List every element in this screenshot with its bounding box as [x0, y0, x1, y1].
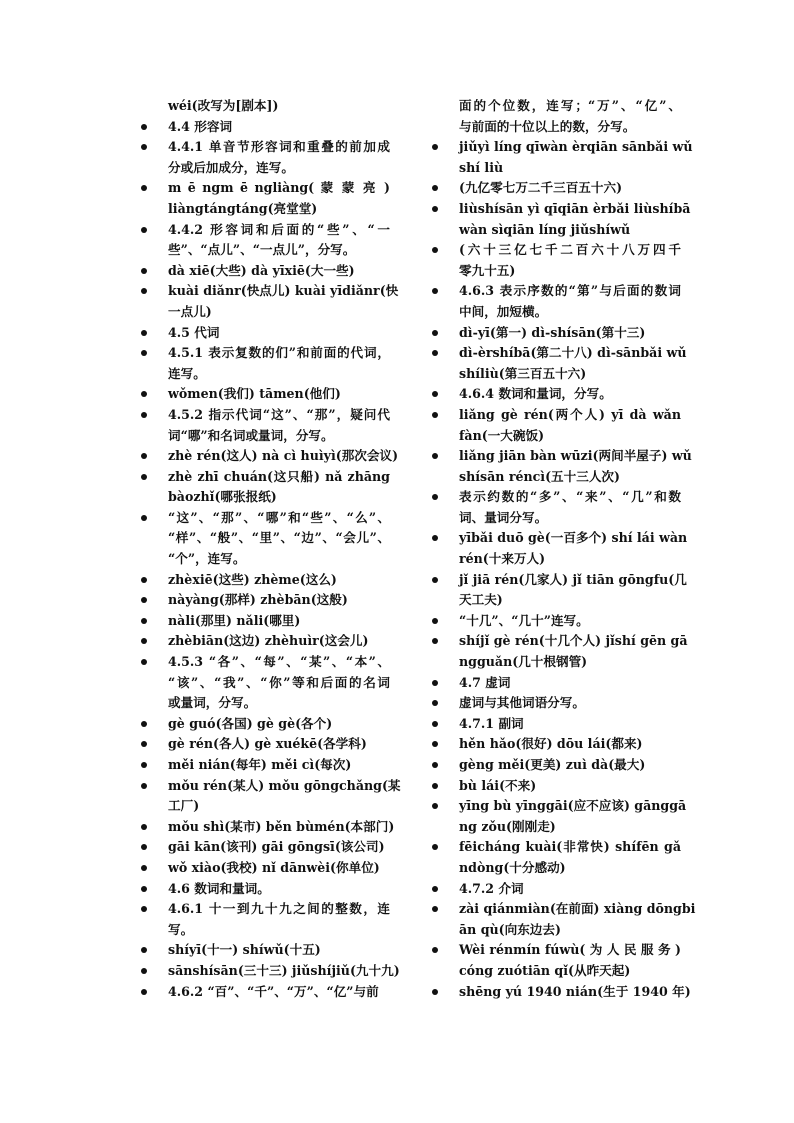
- bullet-icon: [141, 144, 147, 150]
- bullet-icon: [432, 330, 438, 336]
- list-item: [459, 714, 681, 735]
- bullet-icon: [432, 803, 438, 809]
- text-line: fàn(一大碗饭): [459, 427, 545, 443]
- text-line: liǎng gè rén(两个人) yī dà wǎn: [459, 405, 681, 426]
- bullet-icon: [432, 247, 438, 253]
- list-item: [168, 776, 401, 817]
- bullet-icon: [432, 288, 438, 294]
- list-item: [459, 487, 681, 528]
- bullet-icon: [141, 886, 147, 892]
- list-item: [168, 96, 390, 117]
- text-line: 4.4.2 形容词和后面的“些”、“一: [168, 220, 390, 241]
- text-line: shíyī(十一) shíwǔ(十五): [168, 940, 390, 961]
- list-item: [168, 940, 390, 961]
- bullet-icon: [432, 638, 438, 644]
- list-item: [168, 137, 390, 178]
- bullet-icon: [141, 989, 147, 995]
- list-item: [168, 446, 399, 467]
- text-line: hěn hǎo(很好) dōu lái(都来): [459, 734, 681, 755]
- bullet-icon: [141, 741, 147, 747]
- text-line: 4.6.2 “百”、“千”、“万”、“亿”与前: [168, 982, 390, 1003]
- bullet-icon: [432, 700, 438, 706]
- text-line: ndòng(十分感动): [459, 859, 566, 875]
- list-item: [168, 858, 390, 879]
- bullet-icon: [432, 618, 438, 624]
- bullet-icon: [141, 515, 147, 521]
- list-item: [168, 899, 390, 940]
- list-item: [168, 178, 390, 219]
- list-item: [459, 776, 681, 797]
- bullet-icon: [141, 227, 147, 233]
- text-line: dì-yī(第一) dì-shísān(第十三): [459, 323, 681, 344]
- text-line: 词“哪”和名词或量词，分写。: [168, 427, 334, 443]
- bullet-icon: [141, 844, 147, 850]
- text-line: sānshísān(三十三) jiǔshíjiǔ(九十九): [168, 961, 390, 982]
- text-line: 4.7.2 介词: [459, 879, 681, 900]
- text-line: shēng yú 1940 nián(生于 1940 年): [459, 982, 681, 1003]
- list-item: [459, 940, 681, 981]
- text-line: 4.6.3 表示序数的“第”与后面的数词: [459, 281, 681, 302]
- text-line: rén(十来万人): [459, 551, 546, 567]
- bullet-icon: [141, 597, 147, 603]
- text-line: bàozhǐ(哪张报纸): [168, 489, 277, 505]
- list-item: [168, 117, 390, 138]
- left-column: [168, 96, 401, 1002]
- text-line: ān qù(向东边去): [459, 921, 561, 937]
- text-line: “该”、“我”、“你”等和后面的名词: [168, 674, 390, 690]
- list-item: [168, 220, 390, 261]
- bullet-icon: [432, 989, 438, 995]
- text-line: 4.7 虚词: [459, 673, 681, 694]
- list-item: [168, 384, 390, 405]
- text-line: 天工夫): [459, 592, 503, 608]
- list-item: [168, 508, 390, 570]
- text-line: 4.5.2 指示代词“这”、“那”，疑问代: [168, 405, 390, 426]
- text-line: 工厂): [168, 798, 200, 814]
- text-line: dì-èrshíbā(第二十八) dì-sānbǎi wǔ: [459, 343, 681, 364]
- list-item: [459, 405, 681, 446]
- text-line: dà xiē(大些) dà yīxiē(大一些): [168, 261, 390, 282]
- bullet-icon: [432, 391, 438, 397]
- text-line: ng zǒu(刚刚走): [459, 818, 556, 834]
- bullet-icon: [432, 206, 438, 212]
- list-item: [168, 261, 390, 282]
- text-line: wǒ xiào(我校) nǐ dānwèi(你单位): [168, 858, 390, 879]
- list-item: [168, 982, 390, 1003]
- text-line: 4.6 数词和量词。: [168, 879, 390, 900]
- list-item: [459, 611, 681, 632]
- list-item: [168, 837, 390, 858]
- bullet-icon: [432, 577, 438, 583]
- list-item: [459, 281, 681, 322]
- text-line: “样”、“般”、“里”、“边”、“会儿”、: [168, 530, 390, 546]
- text-line: gè rén(各人) gè xuékē(各学科): [168, 734, 390, 755]
- bullet-icon: [432, 844, 438, 850]
- list-item: [168, 405, 390, 446]
- list-item: [168, 281, 399, 322]
- text-line: yībǎi duō gè(一百多个) shí lái wàn: [459, 528, 681, 549]
- text-line: 零九十五): [459, 262, 516, 278]
- list-item: [459, 837, 681, 878]
- list-item: [459, 323, 681, 344]
- text-line: “个”，连写。: [168, 551, 246, 567]
- list-item: [168, 570, 390, 591]
- list-item: [168, 817, 395, 838]
- text-line: liàngtángtáng(亮堂堂): [168, 200, 318, 216]
- text-line: 词、量词分写。: [459, 509, 548, 525]
- text-line: nàli(那里) nǎli(哪里): [168, 611, 390, 632]
- text-line: ngguǎn(几十根钢管): [459, 654, 588, 670]
- bullet-icon: [141, 618, 147, 624]
- list-item: [459, 631, 688, 672]
- text-line: měi nián(每年) měi cì(每次): [168, 755, 390, 776]
- text-line: cóng zuótiān qǐ(从昨天起): [459, 962, 631, 978]
- text-line: 表示约数的“多”、“来”、“几”和数: [459, 487, 681, 508]
- text-line: jǐ jiā rén(几家人) jǐ tiān gōngfu(几: [459, 570, 681, 591]
- text-line: m ē ngm ē ngliàng( 蒙 蒙 亮 ): [168, 178, 390, 199]
- list-item: [459, 899, 696, 940]
- bullet-icon: [141, 330, 147, 336]
- list-item: [168, 961, 400, 982]
- text-line: 些”、“点儿”、“一点儿”，分写。: [168, 242, 356, 258]
- right-column: [459, 96, 696, 1002]
- list-item: [168, 343, 390, 384]
- text-line: 写。: [168, 921, 194, 937]
- text-line: gè guó(各国) gè gè(各个): [168, 714, 390, 735]
- list-item: [459, 734, 681, 755]
- text-line: gèng měi(更美) zuì dà(最大): [459, 755, 681, 776]
- text-line: gāi kān(该刊) gāi gōngsī(该公司): [168, 837, 390, 858]
- list-item: [168, 467, 390, 508]
- text-line: wàn sìqiān líng jiǔshíwǔ: [459, 221, 631, 237]
- bullet-icon: [432, 185, 438, 191]
- text-line: 4.4.1 单音节形容词和重叠的前加成: [168, 137, 390, 158]
- bullet-icon: [432, 906, 438, 912]
- bullet-icon: [141, 762, 147, 768]
- text-line: Wèi rénmín fúwù( 为 人 民 服 务 ): [459, 940, 681, 961]
- text-line: zhèbiān(这边) zhèhuìr(这会儿): [168, 631, 390, 652]
- text-line: shísān réncì(五十三人次): [459, 468, 620, 484]
- bullet-icon: [432, 494, 438, 500]
- bullet-icon: [432, 783, 438, 789]
- bullet-icon: [141, 783, 147, 789]
- bullet-icon: [432, 350, 438, 356]
- text-line: “这”、“那”、“哪”和“些”、“么”、: [168, 508, 390, 529]
- bullet-icon: [432, 453, 438, 459]
- list-item: [459, 528, 688, 569]
- list-item: [168, 611, 390, 632]
- text-line: kuài diǎnr(快点儿) kuài yīdiǎnr(快: [168, 281, 390, 302]
- list-item: [168, 631, 390, 652]
- list-item: [459, 199, 691, 240]
- text-line: mǒu shì(某市) běn bùmén(本部门): [168, 817, 390, 838]
- list-item: [168, 734, 390, 755]
- text-line: 4.6.4 数词和量词，分写。: [459, 384, 681, 405]
- bullet-icon: [141, 824, 147, 830]
- list-item: [168, 652, 390, 714]
- list-item: [459, 755, 681, 776]
- list-item: [459, 570, 687, 611]
- bullet-icon: [432, 412, 438, 418]
- text-line: jiǔyì líng qīwàn èrqiān sānbǎi wǔ: [459, 137, 681, 158]
- bullet-icon: [141, 659, 147, 665]
- bullet-icon: [141, 721, 147, 727]
- bullet-icon: [141, 350, 147, 356]
- list-item: [459, 982, 691, 1003]
- text-line: zhè rén(这人) nà cì huìyì(那次会议): [168, 446, 390, 467]
- text-line: 4.5.3 “各”、“每”、“某”、“本”、: [168, 652, 390, 673]
- bullet-icon: [141, 391, 147, 397]
- text-line: wǒmen(我们) tāmen(他们): [168, 384, 390, 405]
- list-item: [459, 178, 681, 199]
- bullet-icon: [141, 268, 147, 274]
- bullet-icon: [141, 185, 147, 191]
- list-item: [459, 96, 681, 137]
- bullet-icon: [432, 535, 438, 541]
- bullet-icon: [432, 680, 438, 686]
- bullet-icon: [141, 474, 147, 480]
- bullet-icon: [432, 947, 438, 953]
- text-line: shí liù: [459, 159, 504, 175]
- bullet-icon: [141, 288, 147, 294]
- bullet-icon: [432, 144, 438, 150]
- list-item: [168, 714, 390, 735]
- text-line: 中间，加短横。: [459, 303, 548, 319]
- text-line: shíliù(第三百五十六): [459, 365, 587, 381]
- list-item: [168, 323, 390, 344]
- list-item: [459, 446, 692, 487]
- text-line: shíjǐ gè rén(十几个人) jǐshí gēn gā: [459, 631, 681, 652]
- list-item: [168, 879, 390, 900]
- bullet-icon: [141, 968, 147, 974]
- text-line: 虚词与其他词语分写。: [459, 693, 681, 714]
- text-line: fēicháng kuài(非常快) shífēn gǎ: [459, 837, 681, 858]
- bullet-icon: [432, 721, 438, 727]
- list-item: [459, 137, 693, 178]
- list-item: [168, 590, 390, 611]
- bullet-icon: [141, 906, 147, 912]
- text-line: mǒu rén(某人) mǒu gōngchǎng(某: [168, 776, 390, 797]
- text-line: 分或后加成分，连写。: [168, 159, 294, 175]
- text-line: (九亿零七万二千三百五十六): [459, 178, 681, 199]
- text-line: 连写。: [168, 365, 206, 381]
- text-line: zhè zhī chuán(这只船) nǎ zhāng: [168, 467, 390, 488]
- text-line: 4.5 代词: [168, 323, 390, 344]
- text-line: 面的个位数，连写；“万”、“亿”、: [459, 98, 681, 113]
- text-line: 与前面的十位以上的数，分写。: [459, 118, 636, 134]
- list-item: [168, 755, 390, 776]
- text-line: bù lái(不来): [459, 776, 681, 797]
- bullet-icon: [141, 577, 147, 583]
- bullet-icon: [141, 865, 147, 871]
- bullet-icon: [141, 412, 147, 418]
- text-line: wéi(改写为[剧本]): [168, 98, 279, 113]
- list-item: [459, 343, 687, 384]
- list-item: [459, 693, 681, 714]
- text-line: (六十三亿七千二百六十八万四千: [459, 240, 681, 261]
- text-line: zhèxiē(这些) zhème(这么): [168, 570, 390, 591]
- bullet-icon: [141, 453, 147, 459]
- list-item: [459, 673, 681, 694]
- bullet-icon: [141, 124, 147, 130]
- text-line: yīng bù yīnggāi(应不应该) gānggā: [459, 796, 681, 817]
- text-line: liùshísān yì qīqiān èrbǎi liùshíbā: [459, 199, 681, 220]
- text-line: “十几”、“几十”连写。: [459, 611, 681, 632]
- bullet-icon: [432, 762, 438, 768]
- bullet-icon: [432, 886, 438, 892]
- bullet-icon: [141, 947, 147, 953]
- text-line: 4.4 形容词: [168, 117, 390, 138]
- text-line: nàyàng(那样) zhèbān(这般): [168, 590, 390, 611]
- list-item: [459, 879, 681, 900]
- list-item: [459, 796, 687, 837]
- bullet-icon: [432, 741, 438, 747]
- list-item: [459, 384, 681, 405]
- text-line: 4.5.1 表示复数的们”和前面的代词，: [168, 343, 390, 364]
- bullet-icon: [141, 638, 147, 644]
- text-line: 一点儿): [168, 303, 212, 319]
- text-line: zài qiánmiàn(在前面) xiàng dōngbi: [459, 899, 681, 920]
- list-item: [459, 240, 681, 281]
- text-line: 4.6.1 十一到九十九之间的整数，连: [168, 899, 390, 920]
- text-line: liǎng jiān bàn wūzi(两间半屋子) wǔ: [459, 446, 681, 467]
- text-line: 4.7.1 副词: [459, 714, 681, 735]
- text-line: 或量词，分写。: [168, 695, 257, 711]
